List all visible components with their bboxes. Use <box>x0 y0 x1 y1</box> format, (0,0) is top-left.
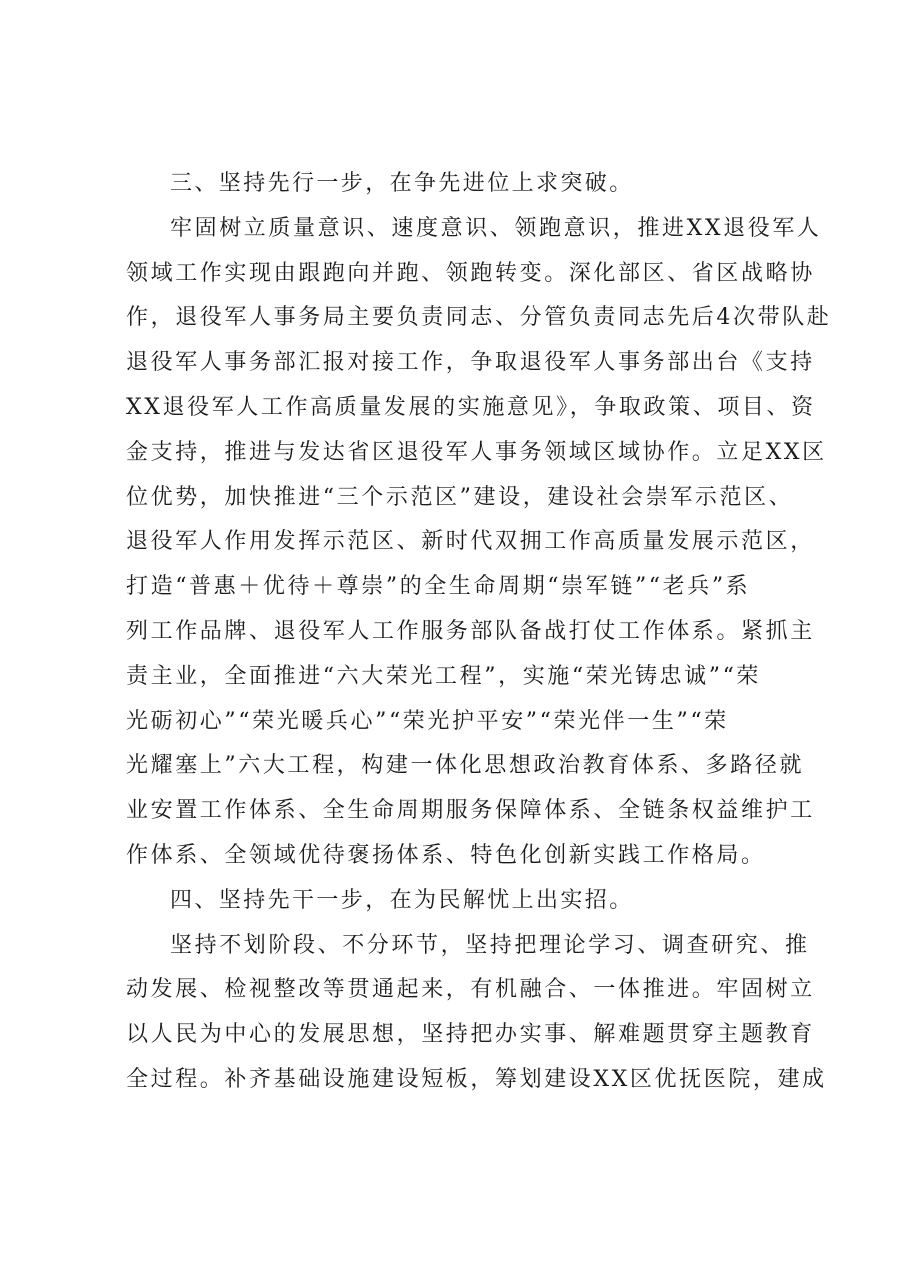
paragraph-line: 退役军人事务部汇报对接工作，争取退役军人事务部出台《支持 <box>126 350 815 376</box>
paragraph-line: 作体系、全领域优待褒扬体系、特色化创新实践工作格局。 <box>126 842 766 868</box>
paragraph-line: 金支持，推进与发达省区退役军人事务领域区域协作。立足XX区 <box>126 439 827 465</box>
paragraph-line: 光耀塞上”六大工程，构建一体化思想政治教育体系、多路径就 <box>126 753 805 779</box>
paragraph-line: 打造“普惠＋优待＋尊崇”的全生命周期“崇军链”“老兵”系 <box>126 574 751 600</box>
paragraph-3 <box>126 207 832 879</box>
paragraph-line: 责主业，全面推进“六大荣光工程”，实施“荣光铸忠诚”“荣 <box>126 663 762 689</box>
paragraph-line: 位优势，加快推进“三个示范区”建设，建设社会崇军示范区、 <box>126 484 794 510</box>
paragraph-line: 坚持不划阶段、不分环节，坚持把理论学习、调查研究、推 <box>170 932 810 958</box>
paragraph-line: 业安置工作体系、全生命周期服务保障体系、全链条权益维护工 <box>126 798 815 824</box>
paragraph-line: 牢固树立质量意识、速度意识、领跑意识，推进XX退役军人 <box>170 215 822 241</box>
paragraph-line: 以人民为中心的发展思想，坚持把办实事、解难题贯穿主题教育 <box>126 1022 815 1048</box>
paragraph-line: 光砺初心”“荣光暖兵心”“荣光护平安”“荣光伴一生”“荣 <box>126 708 729 734</box>
paragraph-4 <box>126 924 827 1103</box>
paragraph-line: 列工作品牌、退役军人工作服务部队备战打仗工作体系。紧抓主 <box>126 618 815 644</box>
paragraph-line: 全过程。补齐基础设施建设短板，筹划建设XX区优抚医院，建成 <box>126 1066 827 1092</box>
paragraph-line: 退役军人作用发挥示范区、新时代双拥工作高质量发展示范区， <box>126 529 815 555</box>
document-page <box>126 162 832 1103</box>
section-heading-3: 三、坚持先行一步，在争先进位上求突破。 <box>170 171 634 196</box>
paragraph-line: 领域工作实现由跟跑向并跑、领跑转变。深化部区、省区战略协 <box>126 260 815 286</box>
paragraph-line: XX退役军人工作高质量发展的实施意见》，争取政策、项目、资 <box>126 394 816 420</box>
paragraph-line: 动发展、检视整改等贯通起来，有机融合、一体推进。牢固树立 <box>126 977 815 1003</box>
section-heading-4: 四、坚持先干一步，在为民解忧上出实招。 <box>170 887 634 913</box>
paragraph-line: 作，退役军人事务局主要负责同志、分管负责同志先后4次带队赴 <box>126 305 832 331</box>
